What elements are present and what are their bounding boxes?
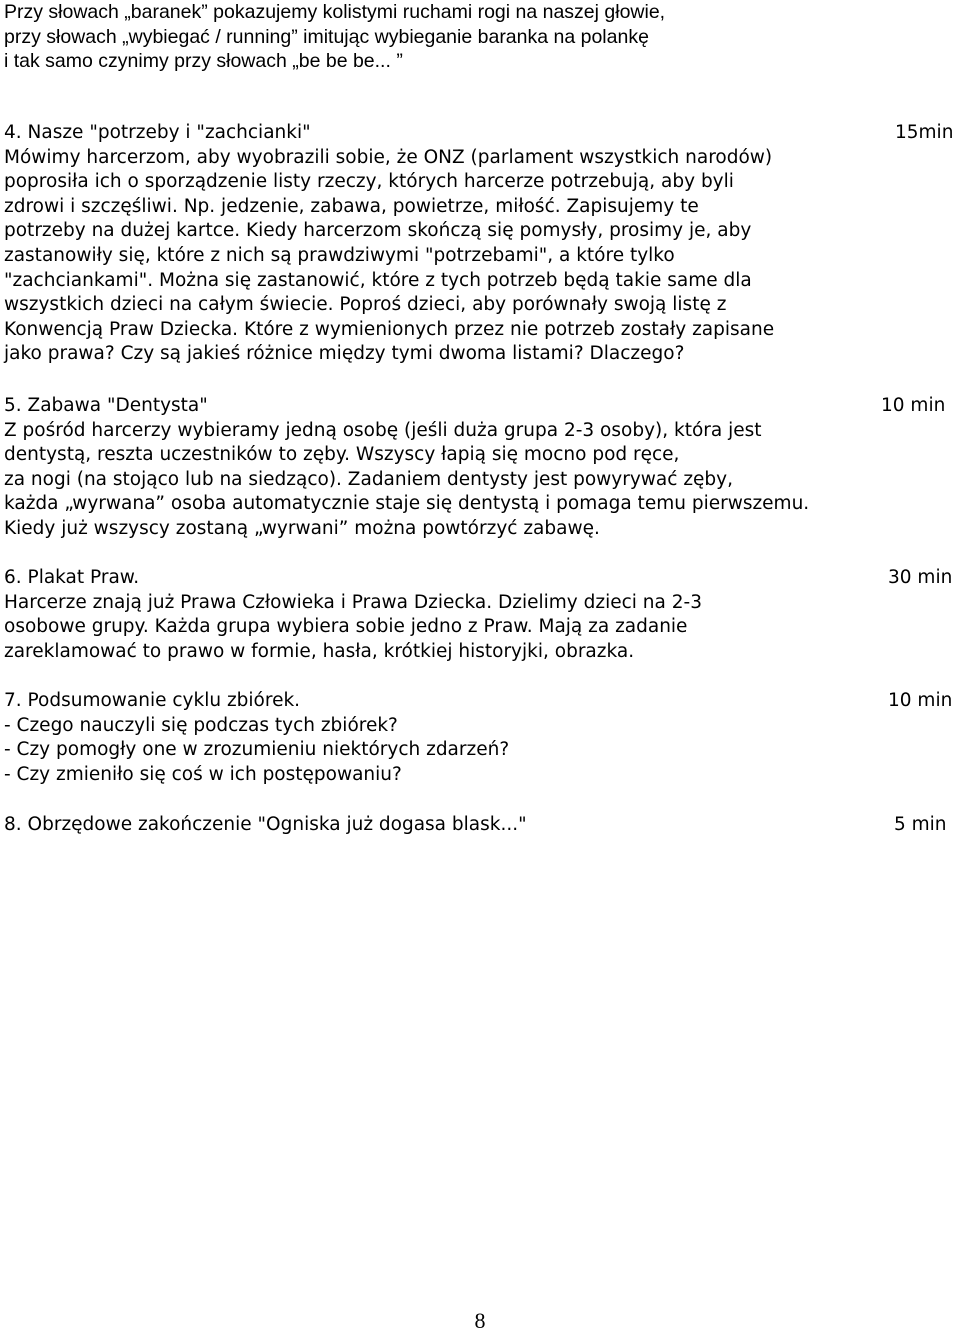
section-rights-poster: [4, 566, 960, 664]
section-body-line: - Czy zmieniło się coś w ich postępowaniu?: [4, 763, 402, 785]
section-body-line: Harcerze znają już Prawa Człowieka i Prawa Dziecka. Dzielimy dzieci na 2-3: [4, 591, 702, 613]
section-body-line: jako prawa? Czy są jakieś różnice między tymi dwoma listami? Dlaczego?: [4, 343, 685, 365]
section-body-line: "zachciankami". Można się zastanowić, które z tych potrzeb będą takie same dla: [4, 269, 752, 291]
section-duration: 10 min: [888, 690, 953, 711]
section-heading-row: [4, 121, 960, 146]
section-body-line: potrzeby na dużej kartce. Kiedy harcerzom skończą się pomysły, prosimy je, aby: [4, 220, 752, 242]
intro-line: i tak samo czynimy przy słowach „be be be... ”: [4, 50, 403, 73]
section-heading-row: [4, 566, 960, 591]
section-duration: 15min: [895, 122, 954, 143]
section-body-line: Z pośród harcerzy wybieramy jedną osobę (jeśli duża grupa 2-3 osoby), która jest: [4, 419, 762, 441]
section-needs-and-wants: [4, 121, 960, 367]
section-duration: 10 min: [881, 395, 946, 416]
section-heading-row: [4, 394, 960, 419]
section-body-line: - Czego nauczyli się podczas tych zbiórek?: [4, 714, 398, 736]
section-title: 8. Obrzędowe zakończenie "Ogniska już dogasa blask...": [4, 814, 527, 835]
section-body-line: poprosiła ich o sporządzenie listy rzeczy, których harcerze potrzebują, aby byli: [4, 171, 734, 193]
section-body-line: dentystą, reszta uczestników to zęby. Wszyscy łapią się mocno pod ręce,: [4, 444, 680, 466]
section-body-line: za nogi (na stojąco lub na siedząco). Zadaniem dentysty jest powyrywać zęby,: [4, 468, 733, 490]
section-body-line: Kiedy już wszyscy zostaną „wyrwani” można powtórzyć zabawę.: [4, 517, 600, 539]
section-body-line: wszystkich dzieci na całym świecie. Poproś dzieci, aby porównały swoją listę z: [4, 294, 727, 316]
section-title: 6. Plakat Praw.: [4, 567, 140, 588]
section-heading-row: [4, 689, 960, 714]
section-body-line: Mówimy harcerzom, aby wyobrazili sobie, że ONZ (parlament wszystkich narodów): [4, 146, 773, 168]
section-body-line: zareklamować to prawo w formie, hasła, krótkiej historyjki, obrazka.: [4, 640, 635, 662]
section-closing-ceremony: [4, 813, 960, 838]
section-dentist-game: [4, 394, 960, 542]
section-title: 4. Nasze "potrzeby i "zachcianki": [4, 122, 311, 143]
section-body-line: osobowe grupy. Każda grupa wybiera sobie jedno z Praw. Mają za zadanie: [4, 616, 688, 638]
intro-line: Przy słowach „baranek” pokazujemy kolistymi ruchami rogi na naszej głowie,: [4, 1, 666, 23]
section-duration: 5 min: [894, 814, 947, 835]
section-summary: [4, 689, 960, 787]
section-title: 5. Zabawa "Dentysta": [4, 395, 208, 416]
section-body-line: - Czy pomogły one w zrozumieniu niektórych zdarzeń?: [4, 739, 510, 761]
section-duration: 30 min: [888, 567, 953, 588]
section-heading-row: [4, 813, 960, 838]
section-body-line: zastanowiły się, które z nich są prawdziwymi "potrzebami", a które tylko: [4, 244, 675, 266]
intro-paragraph: [4, 0, 960, 74]
section-body-line: każda „wyrwana” osoba automatycznie staje się dentystą i pomaga temu pierwszemu.: [4, 493, 810, 515]
intro-line: przy słowach „wybiegać / running” imitując wybieganie baranka na polankę: [4, 25, 649, 48]
page-number: 8: [474, 1308, 486, 1333]
section-title: 7. Podsumowanie cyklu zbiórek.: [4, 690, 301, 711]
section-body-line: Konwencją Praw Dziecka. Które z wymienionych przez nie potrzeb zostały zapisane: [4, 318, 775, 340]
section-body-line: zdrowi i szczęśliwi. Np. jedzenie, zabawa, powietrze, miłość. Zapisujemy te: [4, 195, 699, 217]
